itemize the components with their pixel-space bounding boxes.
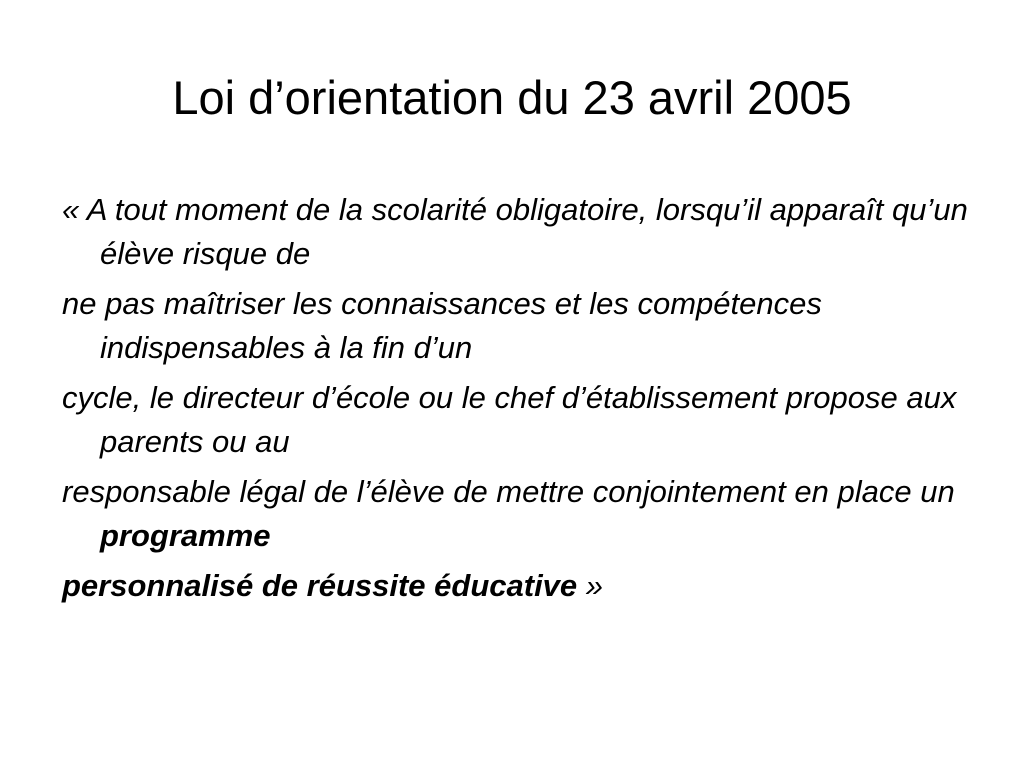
- quote-paragraph-3-text: cycle, le directeur d’école ou le chef d’établissement propose aux parents ou au: [62, 380, 957, 459]
- quote-paragraph-5: [62, 564, 992, 608]
- quote-paragraph-2-text: ne pas maîtriser les connaissances et les compétences indispensables à la fin d’un: [62, 286, 822, 365]
- quote-body: [62, 188, 992, 614]
- quote-paragraph-5-text: »: [577, 568, 604, 603]
- quote-paragraph-4-text: responsable légal de l’élève de mettre conjointement en place un: [62, 474, 955, 509]
- slide-title: Loi d’orientation du 23 avril 2005: [172, 71, 852, 124]
- quote-paragraph-1-text: « A tout moment de la scolarité obligatoire, lorsqu’il apparaît qu’un élève risque de: [62, 192, 968, 271]
- quote-paragraph-4: [62, 470, 992, 558]
- quote-paragraph-3: [62, 376, 992, 464]
- quote-paragraph-4-bold: programme: [100, 518, 271, 553]
- quote-paragraph-1: [62, 188, 992, 276]
- quote-paragraph-5-bold: personnalisé de réussite éducative: [62, 568, 578, 603]
- quote-paragraph-2: [62, 282, 992, 370]
